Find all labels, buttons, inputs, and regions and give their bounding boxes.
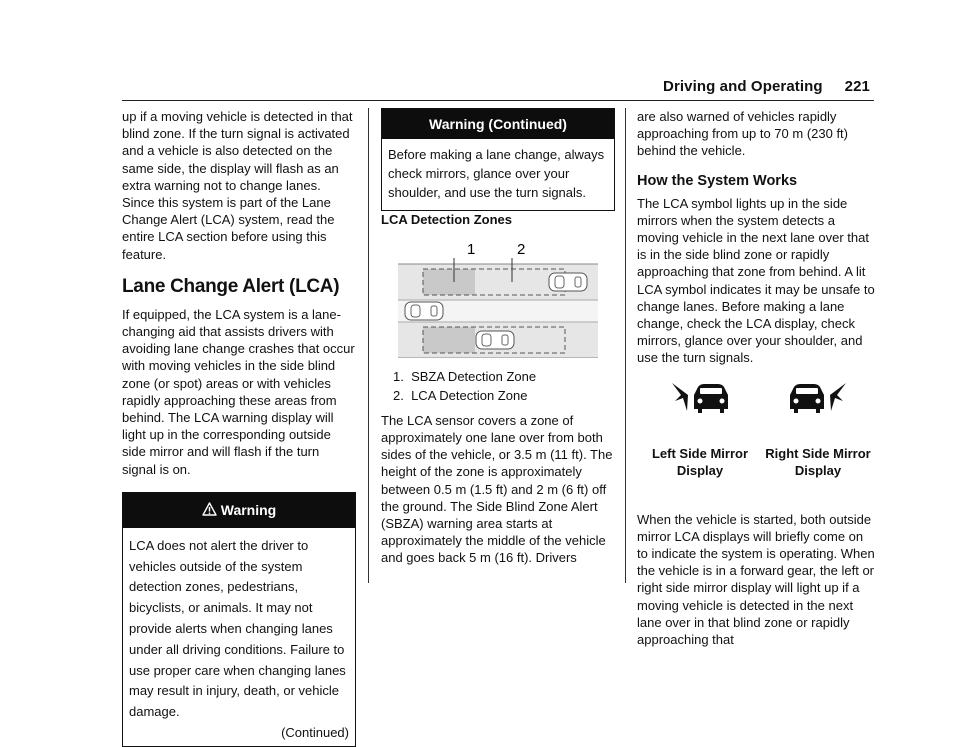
column-3: [637, 108, 875, 648]
list-item: [393, 368, 615, 385]
detection-zones-diagram: [381, 238, 615, 362]
warning-box: [122, 492, 356, 747]
right-mirror-display: [763, 381, 873, 479]
detection-zones-subheading: LCA Detection Zones: [381, 212, 512, 227]
warning-continued-header: Warning (Continued): [382, 109, 614, 139]
callout-1: 1: [467, 241, 476, 259]
page-header: [663, 78, 870, 95]
right-mirror-caption: Right Side Mirror Display: [765, 445, 871, 478]
zone-legend-list: [381, 368, 615, 403]
car-top-lane: [549, 273, 587, 291]
col1-intro-paragraph: up if a moving vehicle is detected in that blind zone. If the turn signal is activated and a vehicle is also detected on the same side, the display will flash as an extra warning not to change lanes. Since this system is part of the Lane Change Alert (LCA) system, read the entire LCA section before using this feature.: [122, 109, 353, 262]
col2-body-paragraph: The LCA sensor covers a zone of approximately one lane over from both sides of the vehicle, or 3.5 m (11 ft). The height of the zone is approximately between 0.5 m (1.5 ft) and 2 m (6 ft) off the ground. The Side Blind Zone Alert (SBZA) warning area starts at approximately the middle of the vehicle and goes back 5 m (16 ft). Drivers: [381, 412, 613, 566]
list-number: 2.: [393, 387, 404, 403]
warning-title: Warning: [220, 501, 277, 518]
warning-header: [123, 493, 355, 528]
column-divider-1: [368, 108, 369, 583]
sbza-zone-left: [423, 269, 475, 295]
section-title: Driving and Operating: [663, 78, 823, 95]
header-rule: [122, 100, 874, 101]
left-mirror-lca-icon: [670, 381, 730, 417]
column-divider-2: [625, 108, 626, 583]
list-text: SBZA Detection Zone: [411, 369, 537, 385]
list-item: [393, 387, 615, 404]
how-system-works-body: The LCA symbol lights up in the side mirrors when the system detects a moving vehicle in the next lane over that is in the side blind zone or rapidly approaching that zone from behind. A lit LCA symbol indicates it may be unsafe to change lanes. Before making a lane change, check the LCA display, check mirrors, glance over your shoulder, and use the turn signals.: [637, 195, 875, 366]
how-system-works-heading: How the System Works: [637, 172, 798, 189]
left-mirror-caption: Left Side Mirror Display: [651, 445, 749, 478]
list-number: 1.: [393, 369, 404, 385]
page-number: 221: [844, 78, 870, 95]
lca-body-paragraph: If equipped, the LCA system is a lane-changing aid that assists drivers with avoiding lane change crashes that occur with moving vehicles in the side blind zone (or spot) areas or with vehicles rapidly approaching these areas from behind. The LCA warning display will light up in the corresponding outside side mirror and will flash if the turn signal is on.: [122, 306, 355, 477]
warning-body: [123, 528, 355, 746]
warning-triangle-icon: [202, 502, 217, 516]
warning-continued-text: Before making a lane change, always check mirrors, glance over your shoulder, and use the turn signals.: [388, 147, 605, 200]
callout-2: 2: [517, 241, 526, 259]
column-1: [122, 108, 356, 747]
list-text: LCA Detection Zone: [411, 387, 528, 403]
warning-continued-box: [381, 108, 615, 211]
col3-intro-paragraph: are also warned of vehicles rapidly approaching from up to 70 m (230 ft) behind the vehicle.: [637, 109, 849, 159]
continued-label: (Continued): [281, 725, 349, 741]
mirror-displays: [637, 381, 875, 501]
col3-body-paragraph-2: When the vehicle is started, both outside mirror LCA displays will briefly come on to indicate the system is operating. When the vehicle is in a forward gear, the left or right side mirror display will light up if a moving vehicle is detected in the next lane over in that blind zone or rapidly approaching that: [637, 511, 875, 648]
car-bottom-lane: [476, 331, 514, 349]
sbza-zone-right: [423, 327, 475, 353]
host-car: [405, 302, 443, 320]
column-2: [381, 108, 615, 567]
warning-text: LCA does not alert the driver to vehicles outside of the system detection zones, pedestrians, bicyclists, or animals. It may not provide alerts when changing lanes under all driving conditions. Failure to use proper care when changing lanes may result in injury, death, or vehicle damage.: [129, 537, 346, 720]
left-mirror-display: [645, 381, 755, 479]
lca-heading: Lane Change Alert (LCA): [122, 275, 340, 297]
right-mirror-lca-icon: [788, 381, 848, 417]
